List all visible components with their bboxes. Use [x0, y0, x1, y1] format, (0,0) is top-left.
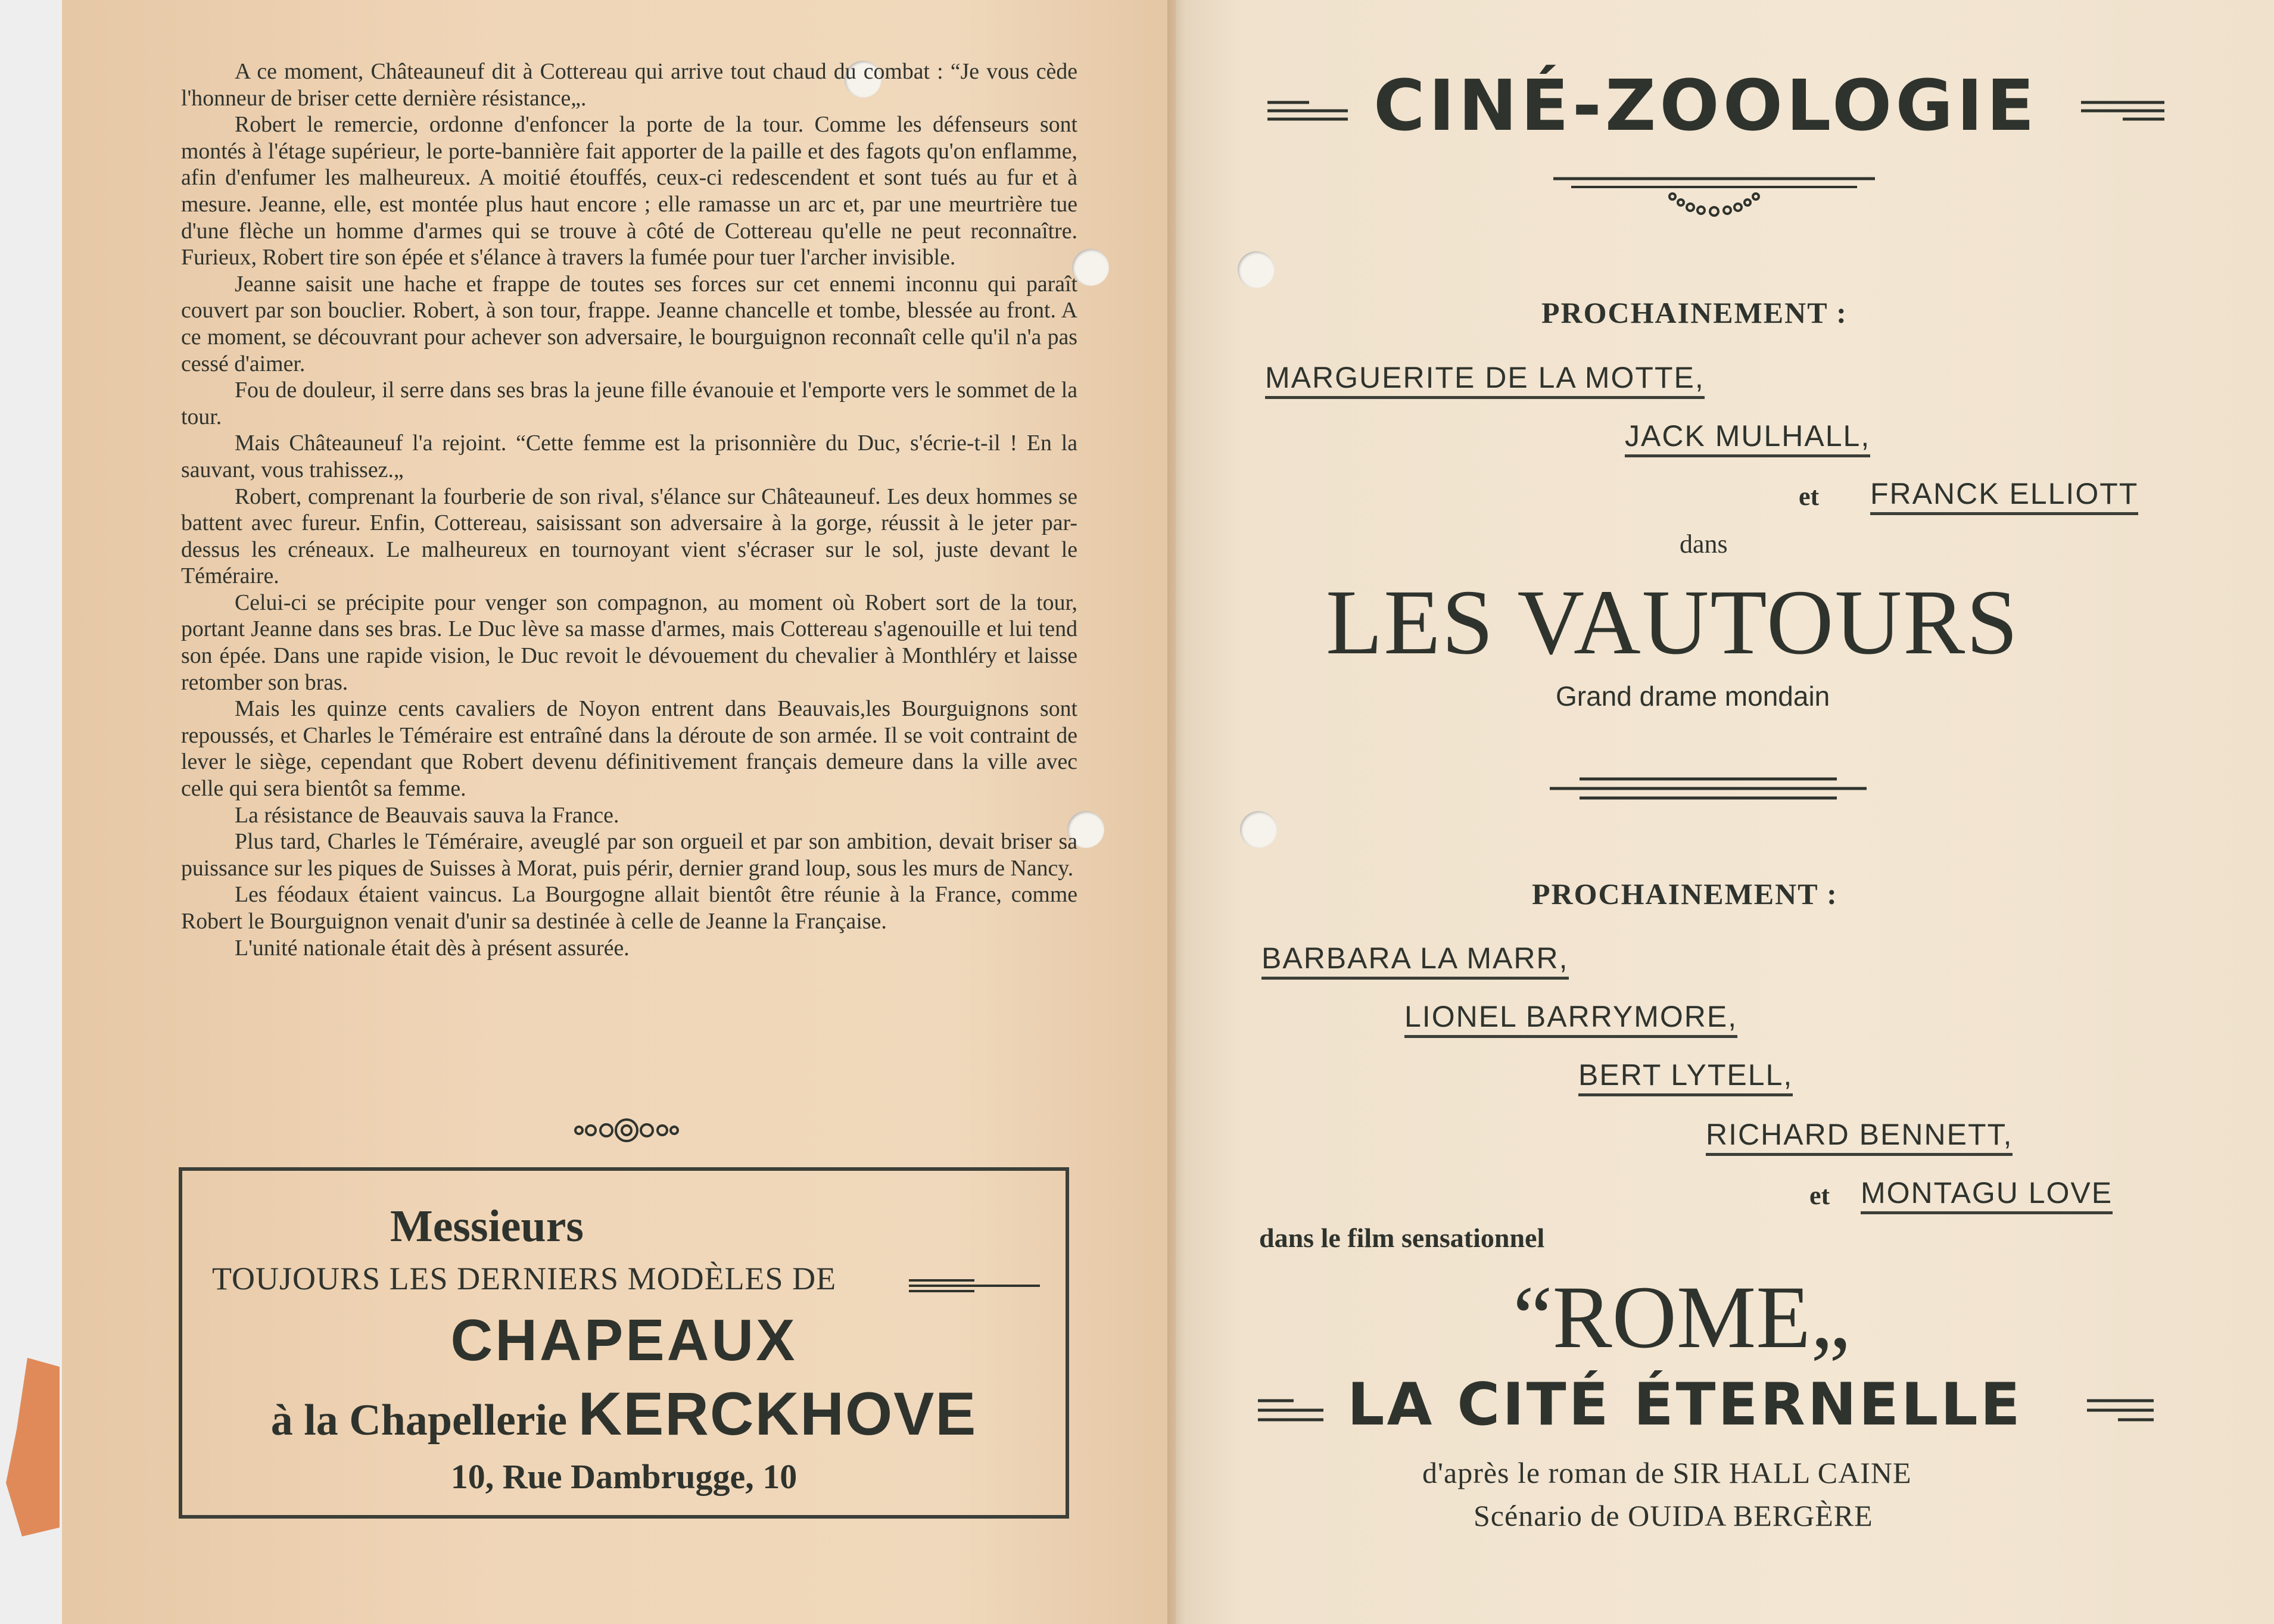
ad-shop-name: KERCKHOVE [578, 1380, 977, 1448]
subtitle-rule-right [2087, 1397, 2154, 1423]
story-paragraph: La résistance de Beauvais sauva la France. [235, 802, 619, 828]
scenario-credit: Scénario de OUIDA BERGÈRE [1474, 1499, 1873, 1532]
story-paragraph: Mais Châteauneuf l'a rejoint. “Cette femme est la prisonnière du Duc, s'écrie-t-il ! En la sauvant, vous trahissez.„ [181, 431, 1077, 482]
actor-name: RICHARD BENNETT, [1706, 1117, 2013, 1156]
conjunction-et: et [1799, 482, 1820, 511]
story-paragraph: Jeanne saisit une hache et frappe de toutes ses forces sur cet ennemi inconnu qui paraît couvert par son bouclier. Robert, à son tour, frappe. Jeanne chancelle et tombe, blessée au front. A ce moment, se découvrant pour achever son adversaire, le bourguignon reconnaît celle qu'il n'a pas cessé d'aimer. [181, 271, 1077, 376]
story-paragraph: Fou de douleur, il serre dans ses bras la jeune fille évanouie et l'emporte vers le sommet de la tour. [181, 378, 1077, 429]
word-dans: dans [1680, 529, 1728, 559]
film-subtitle: Grand drame mondain [1556, 681, 1830, 712]
section-divider [1550, 775, 1867, 803]
ad-product: CHAPEAUX [450, 1307, 798, 1373]
actor-name: LIONEL BARRYMORE, [1404, 999, 1737, 1038]
actor-name: MONTAGU LOVE [1861, 1176, 2113, 1214]
torn-paper-edge [6, 1358, 60, 1536]
ad-rule-lines [909, 1277, 1040, 1295]
actor-name: BERT LYTELL, [1578, 1058, 1793, 1096]
actor-name: JACK MULHALL, [1625, 419, 1870, 457]
actor-name: MARGUERITE DE LA MOTTE, [1265, 360, 1705, 399]
film-title-rome: “ROME„ [1513, 1268, 1851, 1367]
title-rule-right [2081, 99, 2164, 123]
ad-shop-prefix: à la Chapellerie [270, 1396, 568, 1445]
page-spine [1167, 0, 1185, 1624]
coming-soon-label: PROCHAINEMENT : [1532, 877, 1838, 911]
punch-hole-mid-right [1238, 251, 1275, 288]
film-subtitle-cite: LA CITÉ ÉTERNELLE [1347, 1371, 2023, 1439]
story-paragraph: Les féodaux étaient vaincus. La Bourgogne allait bientôt être réunie à la France, comme Robert le Bourguignon venait d'unir sa destinée à celle de Jeanne la Française. [181, 882, 1077, 934]
ad-heading: Messieurs [390, 1201, 584, 1251]
story-paragraph: L'unité nationale était dès à présent assurée. [235, 935, 630, 961]
conjunction-et: et [1809, 1181, 1830, 1210]
ad-tagline: TOUJOURS LES DERNIERS MODÈLES DE [212, 1261, 837, 1296]
title-rule-left [1267, 99, 1348, 123]
hat-shop-advertisement [179, 1167, 1069, 1519]
ad-address: 10, Rue Dambrugge, 10 [450, 1457, 798, 1496]
film-title-vautours: LES VAUTOURS [1326, 571, 2019, 674]
story-paragraph: Robert, comprenant la fourberie de son rival, s'élance sur Châteauneuf. Les deux hommes se battent avec fureur. Enfin, Cottereau, saisissant son adversaire à la gorge, réussit à le jeter par-dessus les créneaux. Le malheureux en tournoyant vient s'écraser sur le sol, juste devant le Téméraire. [181, 484, 1077, 589]
novel-credit: d'après le roman de SIR HALL CAINE [1422, 1456, 1912, 1489]
garland-ornament [1553, 175, 1875, 223]
story-paragraph: Mais les quinze cents cavaliers de Noyon entrent dans Beauvais,les Bourguignons sont repoussés, et Charles le Téméraire est entraîné dans la déroute de son armée. Il se voit contraint de lever le siège, cependant que Robert devenu définitivement français demeure dans la ville avec celle qui sera bientôt sa femme. [181, 696, 1077, 802]
punch-hole-mid-left [1072, 249, 1109, 286]
story-paragraph: Plus tard, Charles le Téméraire, aveuglé par son orgueil et par son ambition, devait briser sa puissance sur les piques de Suisses à Morat, puis périr, dernier grand loup, sous les murs de Nancy. [181, 829, 1077, 881]
story-paragraph: Celui-ci se précipite pour venger son compagnon, au moment où Robert sort de la tour, portant Jeanne dans ses bras. Le Duc lève sa masse d'armes, mais Cottereau s'agenouille et lui tend son épée. Dans une rapide vision, le Duc revoit le dévouement du chevalier à Monthléry et laisse retomber son bras. [181, 590, 1077, 695]
story-paragraph: Robert le remercie, ordonne d'enfoncer la porte de la tour. Comme les défenseurs sont montés à l'étage supérieur, le porte-bannière fait apporter de la paille et des fagots qu'on enflamme, afin d'enfumer les malheureux. A moitié étouffés, ceux-ci redescendent et sont tués au fur et à mesure. Jeanne, elle, est montée plus haut encore ; elle ramasse un arc et, par une meurtrière tue d'une flèche un homme d'armes qui se trouve à côté de Cottereau qu'elle ne peut reconnaître. Furieux, Robert tire son épée et s'élance à travers la fumée pour tuer l'archer invisible. [181, 112, 1077, 270]
flourish-ornament [572, 1115, 682, 1146]
actor-name: FRANCK ELLIOTT [1870, 476, 2138, 515]
coming-soon-label: PROCHAINEMENT : [1541, 296, 1848, 329]
page-title: CINÉ-ZOOLOGIE [1373, 64, 2038, 146]
story-text [181, 58, 1077, 961]
ad-shop-line [182, 1379, 1066, 1449]
actor-name: BARBARA LA MARR, [1261, 941, 1569, 980]
story-paragraph: A ce moment, Châteauneuf dit à Cottereau qui arrive tout chaud du combat : “Je vous cède l'honneur de briser cette dernière résistance„. [181, 59, 1077, 111]
punch-hole-bottom-right [1240, 811, 1277, 848]
subtitle-rule-left [1258, 1397, 1323, 1423]
film-intro: dans le film sensationnel [1259, 1223, 1545, 1253]
